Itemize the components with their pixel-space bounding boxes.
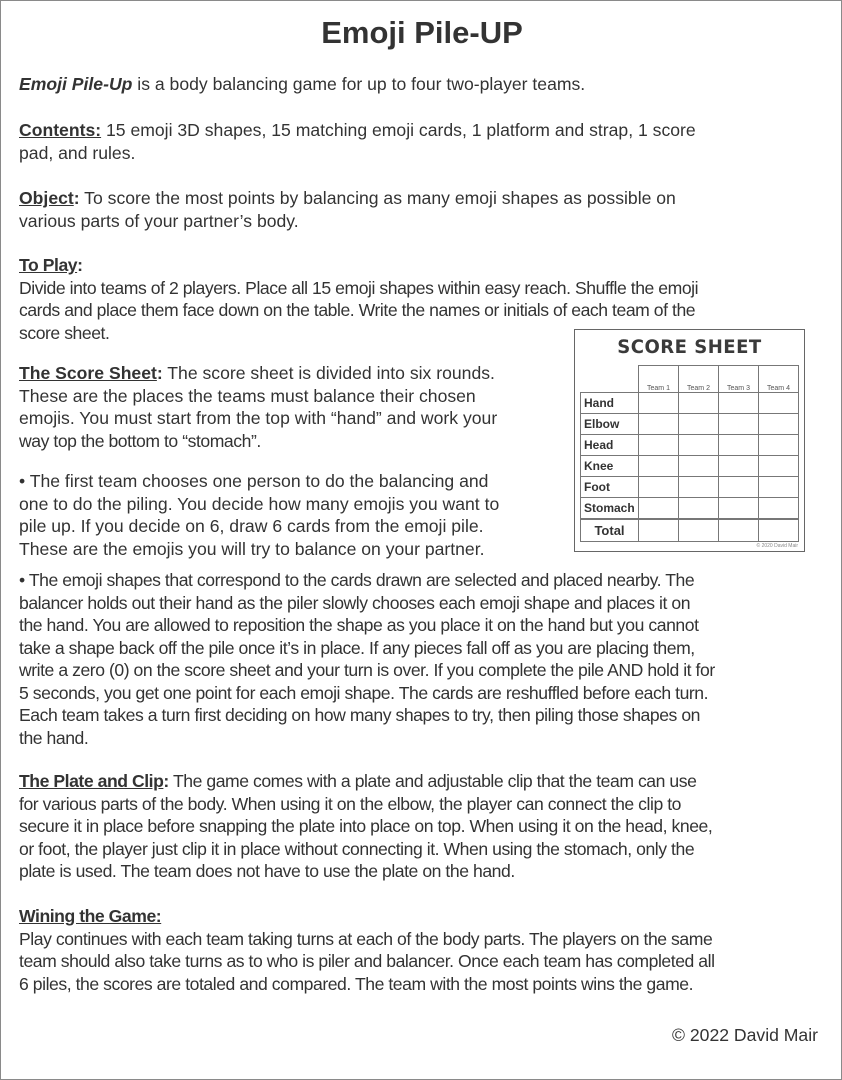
total-label: Total	[581, 519, 639, 542]
table-row	[581, 456, 799, 477]
row-label: Hand	[581, 393, 639, 414]
to-play-line: Divide into teams of 2 players. Place all 15 emoji shapes within easy reach. Shuffle the emoji	[19, 277, 699, 298]
table-row	[581, 414, 799, 435]
score-cell	[639, 477, 679, 498]
row-label: Head	[581, 435, 639, 456]
plate-and-clip-label: The Plate and Clip	[19, 771, 164, 791]
to-play-line: score sheet.	[19, 322, 110, 343]
page-title: Emoji Pile-UP	[321, 15, 523, 50]
winning-line: Play continues with each team taking turns at each of the body parts. The players on the same	[19, 928, 713, 949]
bullet2-line: Each team takes a turn first deciding on how many shapes to try, then piling those shapes on	[19, 705, 701, 725]
contents-text-line1: 15 emoji 3D shapes, 15 matching emoji cards, 1 platform and strap, 1 score	[101, 120, 696, 140]
total-cell	[719, 519, 759, 542]
score-cell	[679, 414, 719, 435]
score-sheet-line: These are the places the teams must balance their chosen	[19, 385, 476, 406]
score-cell	[719, 477, 759, 498]
intro-paragraph	[19, 73, 585, 96]
corner-cell	[581, 366, 639, 393]
bullet-emoji-shapes	[19, 569, 715, 749]
table-row	[581, 498, 799, 520]
score-cell	[679, 435, 719, 456]
bullet2-line: balancer holds out their hand as the piler slowly chooses each emoji shape and places it on	[19, 592, 691, 613]
table-row	[581, 393, 799, 414]
to-play-line: cards and place them face down on the table. Write the names or initials of each team of the	[19, 300, 696, 320]
bullet2-line: take a shape back off the pile once it’s in place. If any pieces fall off as you are placing them,	[19, 637, 695, 658]
score-cell	[759, 456, 799, 477]
winning-line: 6 piles, the scores are totaled and compared. The team with the most points wins the game.	[19, 973, 694, 994]
contents-paragraph	[19, 119, 696, 164]
bullet2-line: • The emoji shapes that correspond to the cards drawn are selected and placed nearby. The	[19, 570, 695, 590]
row-label: Knee	[581, 456, 639, 477]
score-cell	[639, 456, 679, 477]
total-cell	[759, 519, 799, 542]
score-sheet-paragraph	[19, 362, 497, 452]
score-cell	[759, 435, 799, 456]
winning-line: team should also take turns as to who is piler and balancer. Once each team has completed all	[19, 951, 715, 971]
score-sheet-table	[580, 365, 799, 542]
score-cell	[719, 393, 759, 414]
plate-and-clip-colon: :	[163, 771, 169, 791]
row-label: Foot	[581, 477, 639, 498]
score-sheet-colon: :	[156, 363, 163, 383]
plate-and-clip-paragraph	[19, 770, 712, 883]
object-paragraph	[19, 187, 676, 232]
score-sheet-line: way top the bottom to “stomach”.	[19, 430, 261, 451]
score-cell	[719, 435, 759, 456]
score-cell	[759, 477, 799, 498]
score-cell	[639, 393, 679, 414]
team-header: Team 4	[759, 366, 799, 393]
score-cell	[639, 414, 679, 435]
score-sheet-line: The score sheet is divided into six rounds.	[162, 363, 495, 383]
bullet2-line: 5 seconds, you get one point for each emoji shape. The cards are reshuffled before each turn.	[19, 682, 709, 703]
score-cell	[639, 498, 679, 520]
score-cell	[679, 498, 719, 520]
total-cell	[679, 519, 719, 542]
bullet1-line: • The first team chooses one person to do the balancing and	[19, 471, 489, 491]
object-text-line2: various parts of your partner’s body.	[19, 210, 299, 231]
score-sheet-copyright: © 2020 David Mair	[756, 543, 798, 549]
game-name: Emoji Pile-Up	[19, 74, 133, 94]
row-label: Elbow	[581, 414, 639, 435]
object-colon: :	[73, 188, 80, 208]
team-header-row	[581, 366, 799, 393]
intro-text: is a body balancing game for up to four two-player teams.	[132, 74, 586, 94]
contents-label: Contents:	[19, 120, 102, 140]
bullet2-line: the hand. You are allowed to reposition the shape as you place it on the hand but you cannot	[19, 615, 699, 635]
object-label: Object	[19, 188, 74, 208]
score-sheet-line: emojis. You must start from the top with “hand” and work your	[19, 408, 498, 428]
to-play-colon: :	[77, 255, 83, 275]
score-cell	[759, 414, 799, 435]
table-row	[581, 435, 799, 456]
object-text-line1: To score the most points by balancing as many emoji shapes as possible on	[79, 188, 676, 208]
bullet-first-team	[19, 470, 499, 560]
to-play-label: To Play	[19, 255, 78, 275]
bullet2-line: the hand.	[19, 727, 89, 748]
total-row	[581, 519, 799, 542]
score-cell	[719, 456, 759, 477]
table-row	[581, 477, 799, 498]
score-cell	[759, 393, 799, 414]
team-header: Team 1	[639, 366, 679, 393]
score-cell	[639, 435, 679, 456]
plate-line: plate is used. The team does not have to use the plate on the hand.	[19, 861, 515, 881]
score-cell	[679, 456, 719, 477]
bullet2-line: write a zero (0) on the score sheet and your turn is over. If you complete the pile AND hold it for	[19, 660, 715, 680]
score-cell	[719, 498, 759, 520]
plate-line: secure it in place before snapping the plate into place on top. When using it on the head, knee,	[19, 816, 713, 836]
contents-text-line2: pad, and rules.	[19, 142, 136, 163]
total-cell	[639, 519, 679, 542]
winning-paragraph	[19, 905, 715, 995]
score-sheet-label: The Score Sheet	[19, 363, 157, 383]
score-sheet-image	[574, 329, 805, 552]
score-cell	[679, 477, 719, 498]
bullet1-line: These are the emojis you will try to balance on your partner.	[19, 538, 485, 559]
plate-line: for various parts of the body. When using it on the elbow, the player can connect the clip to	[19, 793, 681, 814]
team-header: Team 2	[679, 366, 719, 393]
plate-line: or foot, the player just clip it in place without connecting it. When using the stomach, only the	[19, 838, 695, 859]
bullet1-line: one to do the piling. You decide how many emojis you want to	[19, 493, 500, 514]
score-sheet-title: SCORE SHEET	[617, 336, 762, 358]
copyright: © 2022 David Mair	[672, 1025, 818, 1045]
score-cell	[759, 498, 799, 520]
plate-line: The game comes with a plate and adjustable clip that the team can use	[168, 771, 697, 791]
bullet1-line: pile up. If you decide on 6, draw 6 cards from the emoji pile.	[19, 516, 484, 536]
winning-label: Wining the Game:	[19, 906, 162, 926]
score-cell	[679, 393, 719, 414]
score-cell	[719, 414, 759, 435]
row-label: Stomach	[581, 498, 639, 520]
team-header: Team 3	[719, 366, 759, 393]
